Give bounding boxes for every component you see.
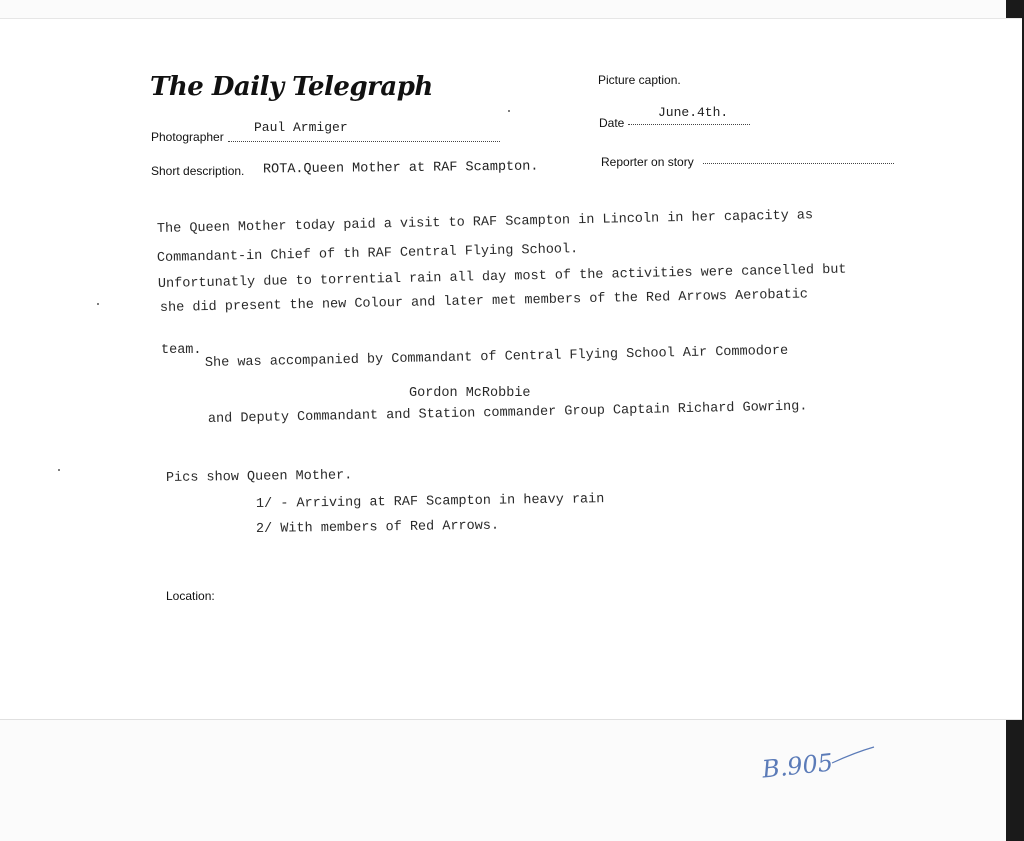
scan-speck: [97, 303, 99, 305]
scan-speck: [508, 110, 510, 112]
body-line: The Queen Mother today paid a visit to RAF Scampton in Lincoln in her capacity as: [156, 208, 814, 237]
body-line: Pics show Queen Mother.: [165, 468, 353, 486]
body-line: Unfortunatly due to torrential rain all day most of the activities were cancelled but: [157, 262, 847, 292]
reporter-dotted-line: [703, 163, 894, 164]
body-line: Gordon McRobbie: [409, 386, 531, 401]
body-line: 2/ With members of Red Arrows.: [255, 518, 500, 537]
photographer-value: Paul Armiger: [254, 120, 348, 135]
date-label: Date: [599, 116, 625, 130]
photographer-dotted-line: [228, 141, 500, 142]
scan-speck: [58, 469, 60, 471]
location-label: Location:: [166, 589, 215, 603]
caption-sheet: [0, 18, 1022, 720]
handwritten-reference: B.905: [760, 748, 835, 784]
short-description-label: Short description.: [151, 164, 245, 178]
body-line: She was accompanied by Commandant of Central Flying School Air Commodore: [204, 343, 789, 371]
body-line: 1/ - Arriving at RAF Scampton in heavy rain: [255, 492, 605, 512]
date-dotted-line: [628, 124, 750, 125]
short-description-value: ROTA.Queen Mother at RAF Scampton.: [262, 159, 539, 178]
body-line: Commandant-in Chief of th RAF Central Flying School.: [156, 242, 579, 266]
body-line: and Deputy Commandant and Station commander Group Captain Richard Gowring.: [207, 399, 808, 427]
date-value: June.4th.: [658, 105, 729, 120]
picture-caption-label: Picture caption.: [598, 73, 681, 87]
body-line: she did present the new Colour and later met members of the Red Arrows Aerobatic: [159, 287, 809, 316]
masthead-logo: The Daily Telegraph: [150, 72, 433, 102]
reporter-label: Reporter on story: [601, 155, 694, 169]
body-line: team.: [161, 343, 202, 358]
photographer-label: Photographer: [151, 130, 224, 144]
handwriting-flourish: [830, 745, 876, 765]
